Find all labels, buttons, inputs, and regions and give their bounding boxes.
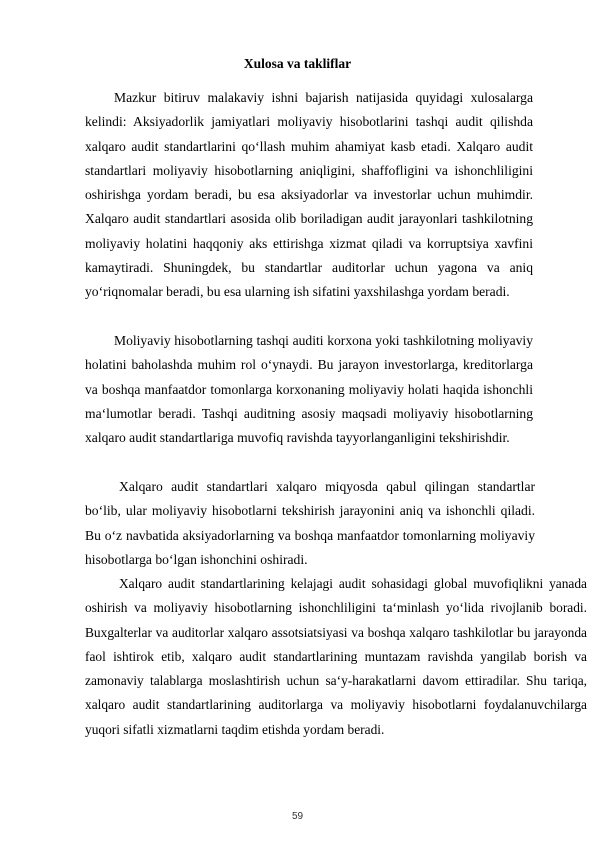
section-title: Xulosa va takliflar <box>243 56 352 71</box>
paragraph-1: Mazkur bitiruv malakaviy ishni bajarish natijasida quyidagi xulosalarga kelindi: Aksiyadorlik jamiyatlari moliyaviy hisobotlarini tashqi audit qilishda xalqaro audit standartlarini qo‘llash muhim ahamiyat kasb etadi. Xalqaro audit standartlari moliyaviy hisobotlarning aniqligini, shaffofligini va ishonchliligini oshirishga yordam beradi, bu esa aksiyadorlar va investorlar uchun muhimdir. Xalqaro audit standartlari asosida olib boriladigan audit jarayonlari tashkilotning moliyaviy holatini haqqoniy aks ettirishga xizmat qiladi va korruptsiya xavfini kamaytiradi. Shuningdek, bu standartlar auditorlar uchun yagona va aniq yo‘riqnomalar beradi, bu esa ularning ish sifatini yaxshilashga yordam beradi. <box>85 90 533 300</box>
page-number: 59 <box>291 811 304 822</box>
paragraph-2: Moliyaviy hisobotlarning tashqi auditi korxona yoki tashkilotning moliyaviy holatini baholashda muhim rol o‘ynaydi. Bu jarayon investorlarga, kreditorlarga va boshqa manfaatdor tomonlarga korxonaning moliyaviy holati haqida ishonchli ma‘lumotlar beradi. Tashqi auditning asosiy maqsadi moliyaviy hisobotlarning xalqaro audit standartlariga muvofiq ravishda tayyorlanganligini tekshirishdir. <box>85 333 533 446</box>
paragraph-3: Xalqaro audit standartlari xalqaro miqyosda qabul qilingan standartlar bo‘lib, ular moliyaviy hisobotlarni tekshirish jarayonini aniq va ishonchli qiladi. Bu o‘z navbatida aksiyadorlarning va boshqa manfaatdor tomonlarning moliyaviy hisobotlarga bo‘lgan ishonchini oshiradi. <box>85 479 535 567</box>
paragraph-4: Xalqaro audit standartlarining kelajagi audit sohasidagi global muvofiqlikni yanada oshirish va moliyaviy hisobotlarning ishonchliligini ta‘minlash yo‘lida rivojlanib boradi. Buxgalterlar va auditorlar xalqaro assotsiatsiyasi va boshqa xalqaro tashkilotlar bu jarayonda faol ishtirok etib, xalqaro audit standartlarining muntazam ravishda yangilab borish va zamonaviy talablarga moslashtirish uchun sa‘y-harakatlarni davom ettiradilar. Shu tariqa, xalqaro audit standartlarining auditorlarga va moliyaviy hisobotlarni foydalanuvchilarga yuqori sifatli xizmatlarni taqdim etishda yordam beradi. <box>85 576 587 737</box>
